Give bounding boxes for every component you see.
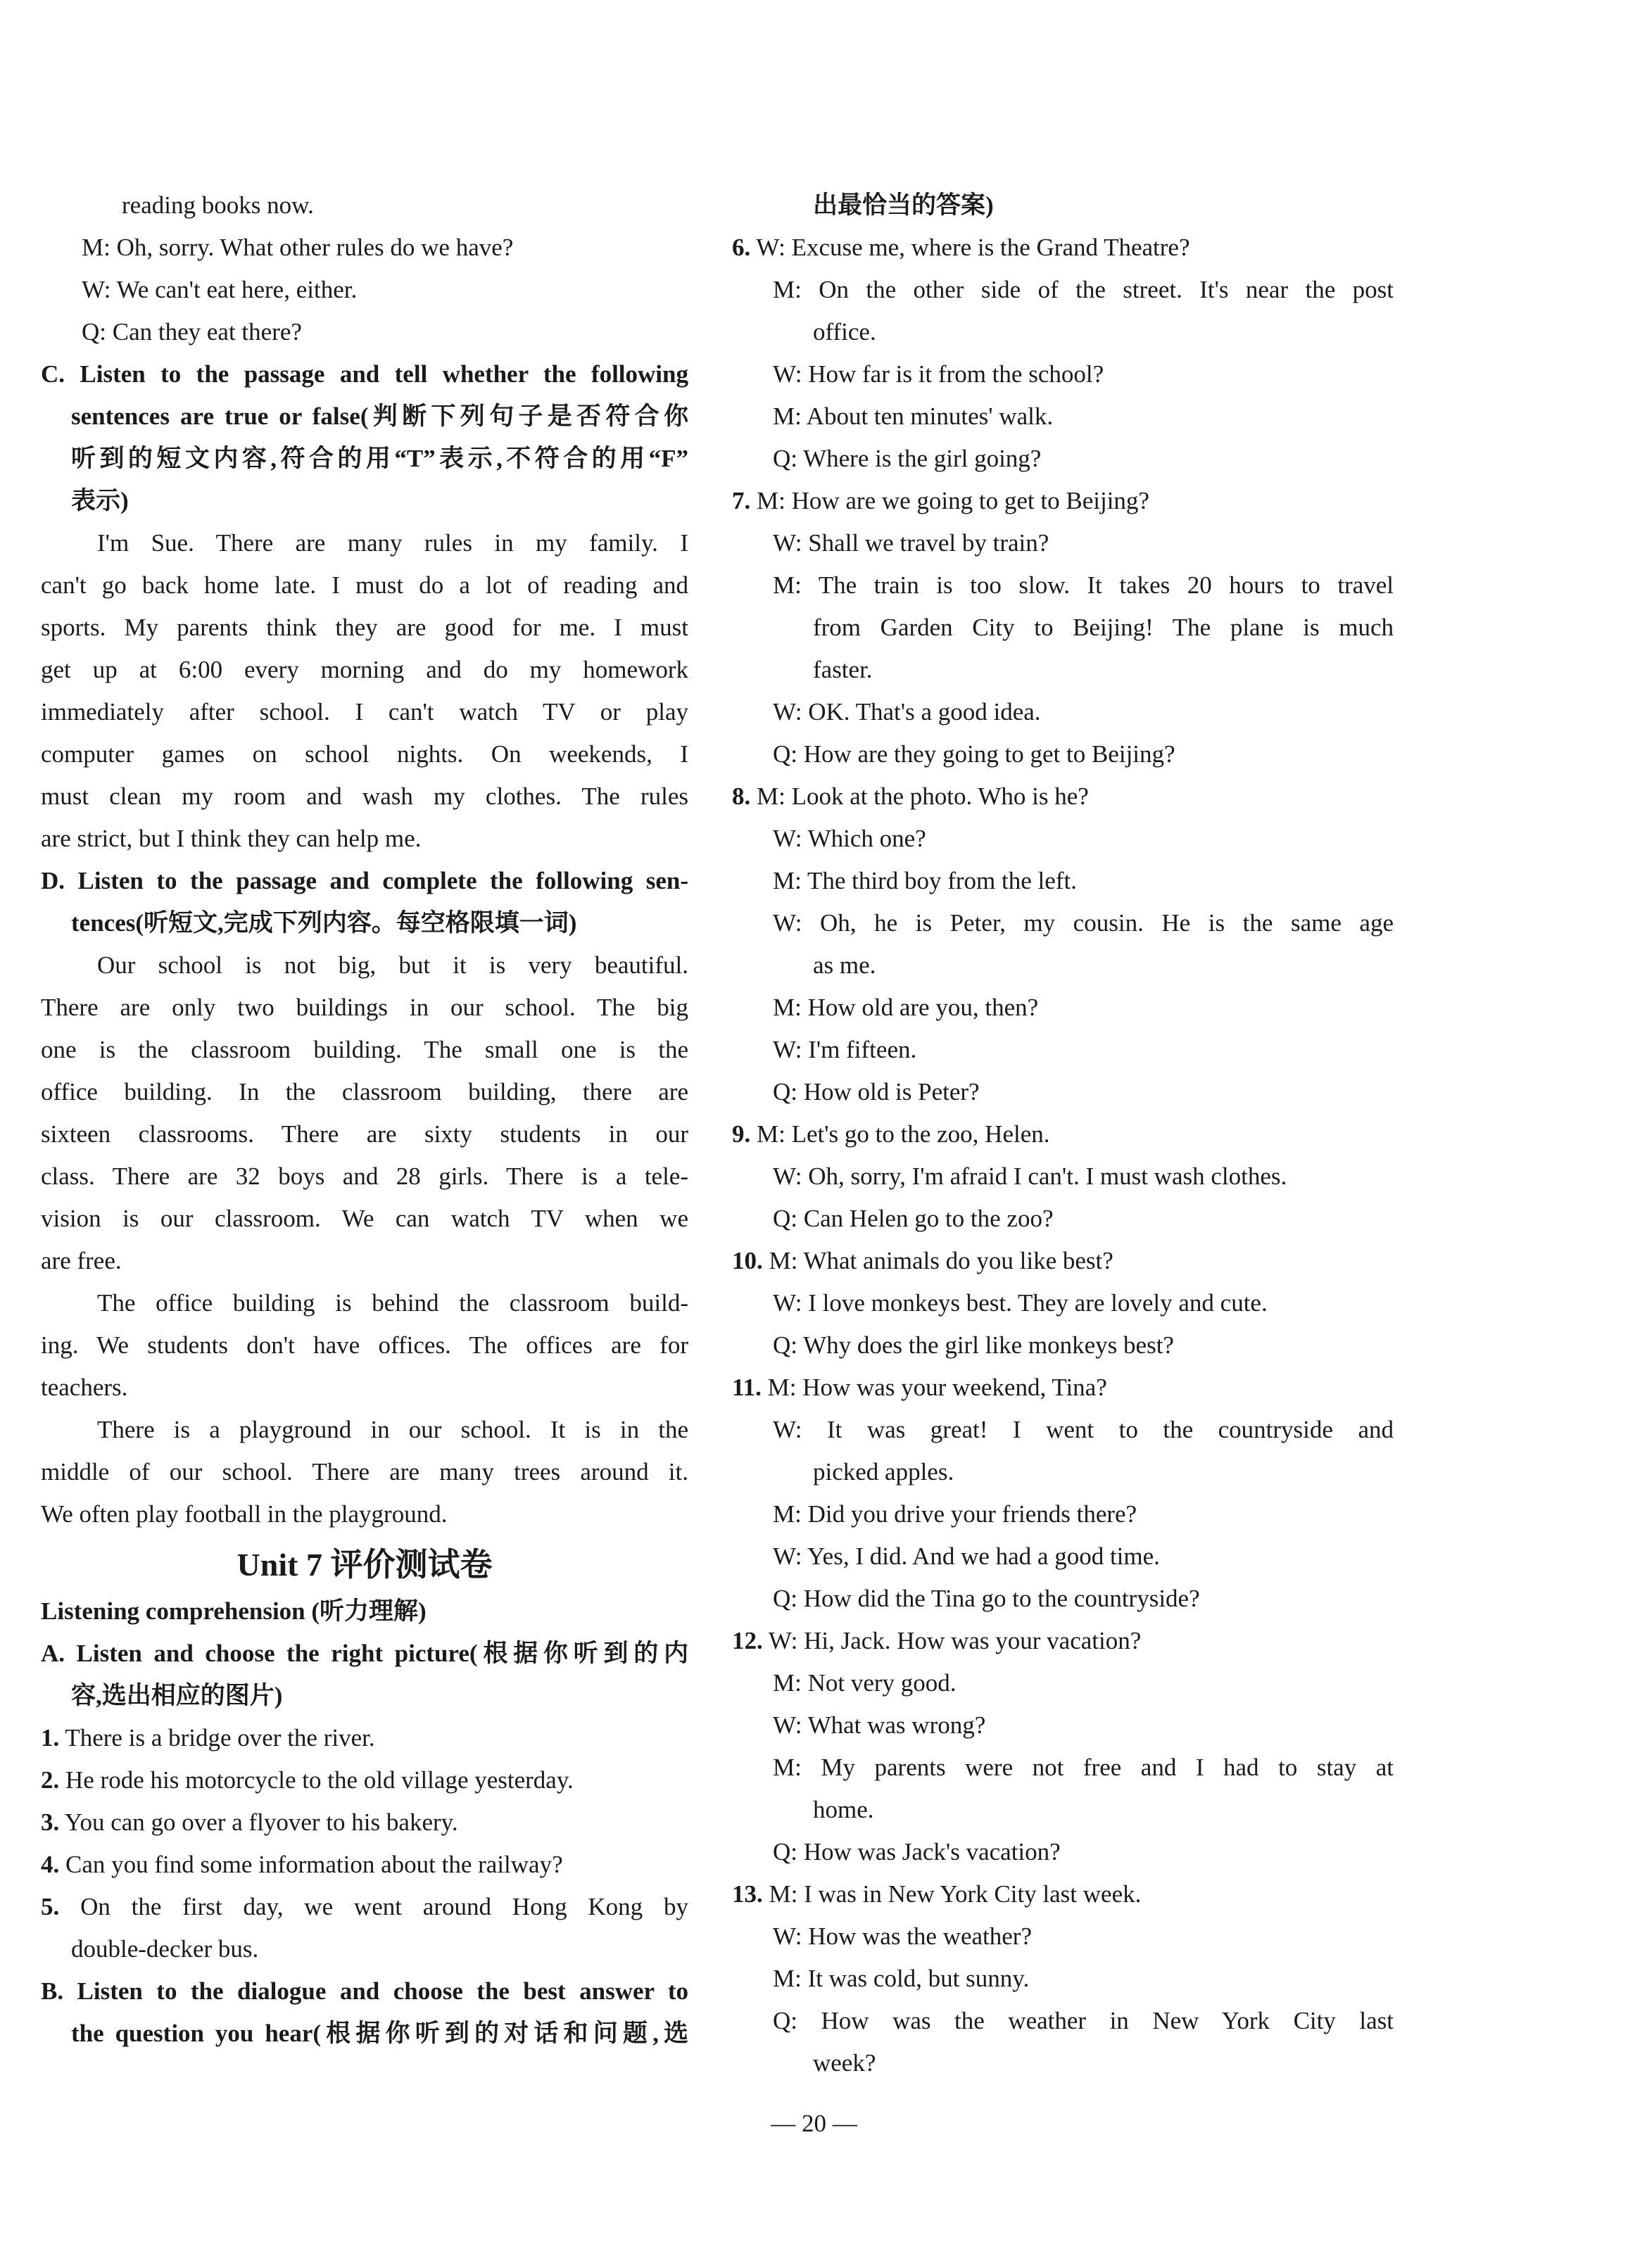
text-line	[732, 1113, 1394, 1155]
text-line: W: I'm fifteen.	[773, 1036, 917, 1063]
text-line: Q: How was Jack's vacation?	[773, 1838, 1061, 1865]
text-line: There is a playground in our school. It is in the	[97, 1416, 688, 1443]
text-line: tences(听短文,完成下列内容。每空格限填一词)	[71, 909, 577, 937]
text-line: M: About ten minutes' walk.	[773, 403, 1054, 430]
text-line: There are only two buildings in our school. The big	[41, 994, 688, 1021]
question-number: 2.	[41, 1766, 60, 1794]
text-line	[732, 227, 1394, 269]
text-line: Q: Where is the girl going?	[773, 445, 1042, 472]
line-text: M: How are we going to get to Beijing?	[750, 487, 1149, 514]
text-line: one is the classroom building. The small one is the	[41, 1036, 688, 1063]
text-line: D. Listen to the passage and complete the following sen-	[41, 867, 688, 894]
text-line: ing. We students don't have offices. The offices are for	[41, 1331, 688, 1359]
line-text: M: How was your weekend, Tina?	[761, 1374, 1107, 1401]
text-line: We often play football in the playground.	[41, 1500, 448, 1528]
text-line: can't go back home late. I must do a lot of reading and	[41, 571, 688, 599]
text-line: W: How far is it from the school?	[773, 360, 1104, 388]
text-line: office.	[813, 318, 876, 346]
left-column-text	[41, 184, 688, 1535]
line-text: You can go over a flyover to his bakery.	[59, 1808, 458, 1836]
line-text: There is a bridge over the river.	[59, 1724, 375, 1751]
text-line: W: OK. That's a good idea.	[773, 698, 1041, 726]
text-line: office building. In the classroom building, there are	[41, 1078, 688, 1106]
text-line: picked apples.	[813, 1458, 954, 1485]
line-text: M: Let's go to the zoo, Helen.	[750, 1120, 1050, 1148]
text-line: Our school is not big, but it is very beautiful.	[97, 951, 688, 979]
text-line: W: Which one?	[773, 825, 926, 852]
text-line: Q: How did the Tina go to the countryside?	[773, 1585, 1200, 1612]
right-column	[732, 184, 1394, 2084]
right-column-text	[732, 184, 1394, 2084]
text-line: week?	[813, 2049, 876, 2077]
line-text: Can you find some information about the railway?	[59, 1851, 563, 1878]
text-line	[41, 1801, 688, 1844]
text-line: W: I love monkeys best. They are lovely and cute.	[773, 1289, 1268, 1317]
line-text: W: Excuse me, where is the Grand Theatre?	[750, 234, 1190, 261]
question-number: 5.	[41, 1893, 60, 1920]
text-line: Q: Can they eat there?	[82, 318, 302, 346]
text-line: Q: How are they going to get to Beijing?	[773, 740, 1175, 768]
text-line: reading books now.	[122, 191, 314, 219]
text-line	[732, 775, 1394, 818]
text-line: M: The train is too slow. It takes 20 hours to travel	[773, 571, 1394, 599]
text-line: class. There are 32 boys and 28 girls. There is a tele-	[41, 1162, 688, 1190]
text-line	[41, 1844, 688, 1886]
text-line: M: My parents were not free and I had to stay at	[773, 1754, 1394, 1781]
text-line	[732, 1240, 1394, 1282]
text-line: W: It was great! I went to the countryside and	[773, 1416, 1394, 1443]
text-line: W: How was the weather?	[773, 1922, 1032, 1950]
text-line: 出最恰当的答案)	[813, 191, 994, 219]
line-text: W: Hi, Jack. How was your vacation?	[762, 1627, 1142, 1654]
text-line: M: Not very good.	[773, 1669, 957, 1697]
question-number: 8.	[732, 783, 751, 810]
text-line: Listening comprehension (听力理解)	[41, 1597, 427, 1625]
text-line: W: What was wrong?	[773, 1711, 986, 1739]
question-number: 13.	[732, 1880, 763, 1908]
text-line: from Garden City to Beijing! The plane is much	[813, 614, 1394, 641]
text-line: home.	[813, 1796, 874, 1823]
text-line: W: Oh, he is Peter, my cousin. He is the same age	[773, 909, 1394, 937]
text-line: Q: How old is Peter?	[773, 1078, 980, 1106]
text-line: M: It was cold, but sunny.	[773, 1965, 1030, 1992]
text-line: faster.	[813, 656, 873, 683]
text-line: C. Listen to the passage and tell whether the following	[41, 360, 688, 388]
question-number: 6.	[732, 234, 751, 261]
text-line: teachers.	[41, 1374, 128, 1401]
text-line: as me.	[813, 951, 876, 979]
text-line: computer games on school nights. On weekends, I	[41, 740, 688, 768]
left-column	[41, 184, 688, 2055]
text-line	[732, 480, 1394, 522]
line-text: He rode his motorcycle to the old village yesterday.	[59, 1766, 574, 1794]
page-number: — 20 —	[771, 2110, 857, 2137]
question-number: 3.	[41, 1808, 60, 1836]
text-line: W: We can't eat here, either.	[82, 276, 358, 303]
text-line: I'm Sue. There are many rules in my family. I	[97, 529, 688, 557]
text-line: are strict, but I think they can help me.	[41, 825, 422, 852]
text-line	[732, 1873, 1394, 1915]
text-line	[732, 1367, 1394, 1409]
question-number: 1.	[41, 1724, 60, 1751]
text-line: M: Did you drive your friends there?	[773, 1500, 1137, 1528]
text-line: must clean my room and wash my clothes. The rules	[41, 783, 688, 810]
text-line: A. Listen and choose the right picture(根据你听到的内	[41, 1640, 688, 1667]
text-line	[41, 1759, 688, 1801]
text-line: vision is our classroom. We can watch TV when we	[41, 1205, 688, 1232]
line-text: M: What animals do you like best?	[762, 1247, 1113, 1274]
text-line: The office building is behind the classroom build-	[97, 1289, 688, 1317]
text-line: 表示)	[71, 487, 129, 514]
text-line: the question you hear(根据你听到的对话和问题,选	[71, 2020, 688, 2047]
text-line: sixteen classrooms. There are sixty students in our	[41, 1120, 688, 1148]
text-line	[41, 1886, 688, 1928]
line-text: M: Look at the photo. Who is he?	[750, 783, 1089, 810]
text-line: immediately after school. I can't watch TV or play	[41, 698, 688, 726]
text-line: Q: Why does the girl like monkeys best?	[773, 1331, 1174, 1359]
question-number: 9.	[732, 1120, 751, 1148]
text-line: middle of our school. There are many trees around it.	[41, 1458, 688, 1485]
text-line: W: Yes, I did. And we had a good time.	[773, 1542, 1160, 1570]
unit-title: Unit 7 评价测试卷	[236, 1547, 493, 1583]
text-line	[732, 1620, 1394, 1662]
text-line: get up at 6:00 every morning and do my homework	[41, 656, 688, 683]
question-number: 12.	[732, 1627, 763, 1654]
text-line: are free.	[41, 1247, 122, 1274]
text-line	[41, 1717, 688, 1759]
text-line: M: The third boy from the left.	[773, 867, 1077, 894]
text-line: sports. My parents think they are good for me. I must	[41, 614, 688, 641]
line-text: M: I was in New York City last week.	[762, 1880, 1142, 1908]
text-line: M: On the other side of the street. It's near the post	[773, 276, 1394, 303]
text-line: double-decker bus.	[71, 1935, 259, 1963]
text-line: W: Shall we travel by train?	[773, 529, 1049, 557]
text-line: M: Oh, sorry. What other rules do we have?	[82, 234, 514, 261]
text-line: W: Oh, sorry, I'm afraid I can't. I must wash clothes.	[773, 1162, 1287, 1190]
text-line: 听到的短文内容,符合的用“T”表示,不符合的用“F”	[71, 445, 688, 472]
text-line: B. Listen to the dialogue and choose the best answer to	[41, 1977, 688, 2005]
question-number: 11.	[732, 1374, 762, 1401]
text-line: Q: Can Helen go to the zoo?	[773, 1205, 1054, 1232]
text-line: 容,选出相应的图片)	[71, 1682, 283, 1709]
question-number: 4.	[41, 1851, 60, 1878]
text-line: sentences are true or false(判断下列句子是否符合你	[71, 403, 688, 430]
listening-section	[41, 1590, 688, 2055]
text-line: M: How old are you, then?	[773, 994, 1039, 1021]
question-number: 7.	[732, 487, 751, 514]
text-line: Q: How was the weather in New York City last	[773, 2007, 1394, 2034]
question-number: 10.	[732, 1247, 763, 1274]
line-text: On the first day, we went around Hong Kong by	[59, 1893, 688, 1920]
